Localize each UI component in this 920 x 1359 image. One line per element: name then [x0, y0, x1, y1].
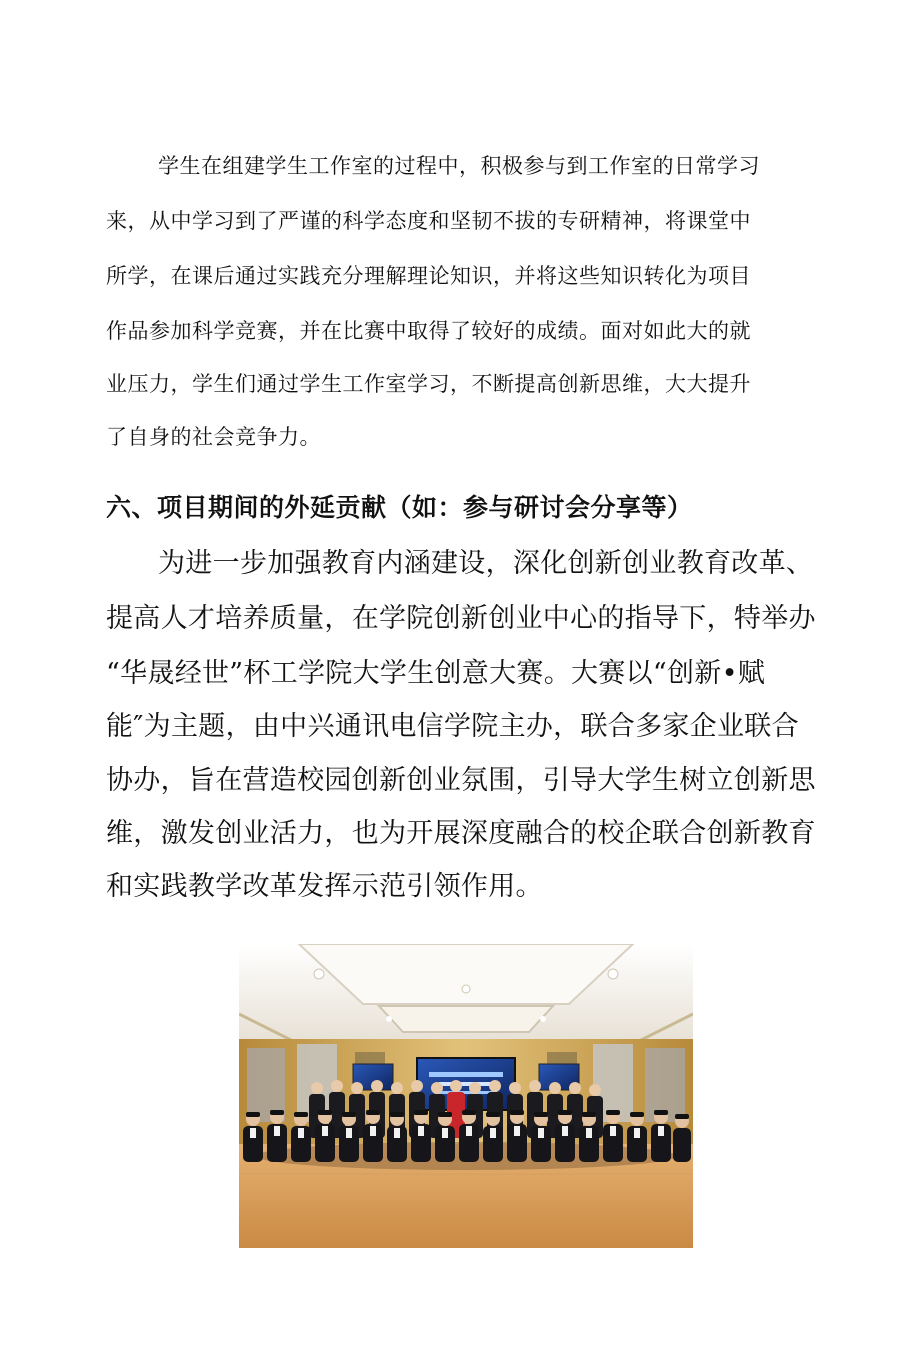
text-line: 和实践教学改革发挥示范引领作用。: [106, 871, 543, 902]
text-line: 来，从中学习到了严谨的科学态度和坚韧不拔的专研精神，将课堂中: [106, 209, 751, 233]
text-line: 了自身的社会竞争力。: [106, 425, 321, 449]
text-line: 为进一步加强教育内涵建设，深化创新创业教育改革、: [158, 548, 814, 579]
group-photo-icon: [239, 944, 693, 1248]
section-heading: 六、项目期间的外延贡献（如：参与研讨会分享等）: [106, 493, 693, 522]
text-line: 所学，在课后通过实践充分理解理论知识，并将这些知识转化为项目: [106, 264, 751, 288]
text-line: 维，激发创业活力，也为开展深度融合的校企联合创新教育: [106, 818, 816, 849]
text-line: 提高人才培养质量，在学院创新创业中心的指导下，特举办: [106, 603, 816, 634]
text-line: 学生在组建学生工作室的过程中，积极参与到工作室的日常学习: [158, 154, 760, 178]
group-photo: [239, 944, 693, 1248]
text-line: 作品参加科学竞赛，并在比赛中取得了较好的成绩。面对如此大的就: [106, 319, 751, 343]
text-line: 能″为主题，由中兴通讯电信学院主办，联合多家企业联合: [106, 711, 799, 742]
text-line: 业压力，学生们通过学生工作室学习，不断提高创新思维，大大提升: [106, 372, 751, 396]
text-line: “华晟经世”杯工学院大学生创意大赛。大赛以“创新•赋: [106, 658, 766, 689]
text-line: 协办，旨在营造校园创新创业氛围，引导大学生树立创新思: [106, 765, 816, 796]
